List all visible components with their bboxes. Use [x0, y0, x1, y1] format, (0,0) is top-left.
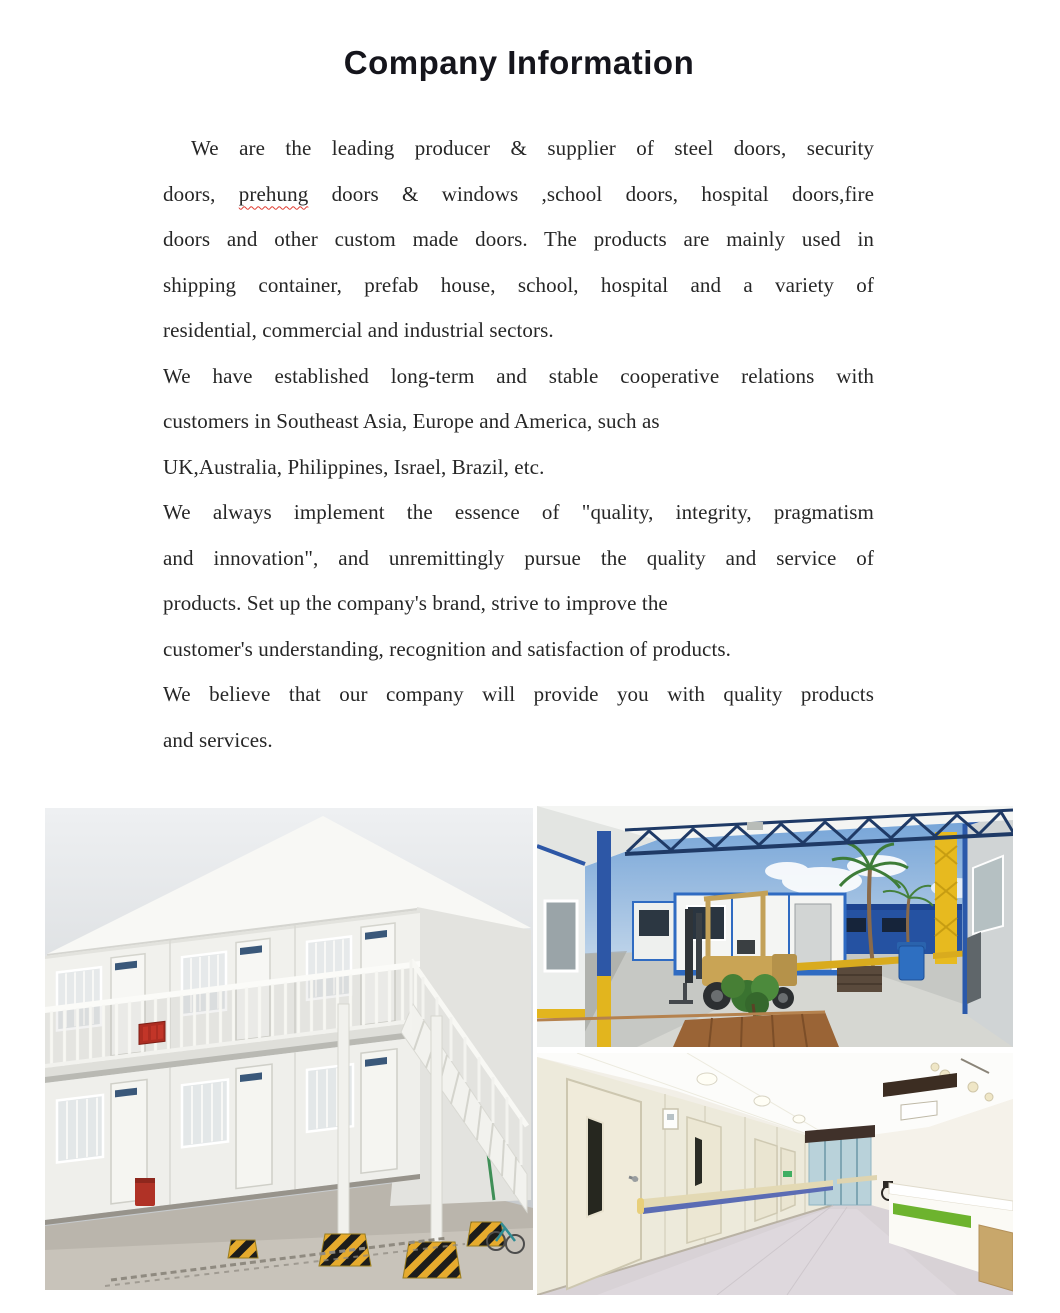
misspelled-word: prehung [238, 181, 309, 206]
text-line: and innovation", and unremittingly pursue the quality and service of [163, 545, 874, 570]
container-house-photo [45, 808, 533, 1290]
page-title: Company Information [343, 44, 695, 81]
text-line: UK,Australia, Philippines, Israel, Brazil, etc. [163, 454, 545, 479]
text-line: shipping container, prefab house, school, hospital and a variety of [163, 272, 874, 297]
text-line: We always implement the essence of "quality, integrity, pragmatism [163, 500, 874, 524]
container-yard-illustration [537, 806, 1013, 1047]
text-line: We believe that our company will provide you with quality products [163, 682, 874, 706]
text-line: customer's understanding, recognition and satisfaction of products. [163, 636, 732, 661]
company-description [163, 126, 874, 763]
container-yard-photo [537, 806, 1013, 1047]
text-line: and services. [163, 727, 273, 752]
text-line: doors and other custom made doors. The products are mainly used in [163, 227, 874, 251]
text-line: customers in Southeast Asia, Europe and America, such as [163, 409, 660, 433]
text-segment: doors, [163, 181, 239, 206]
text-segment: doors & windows ,school doors, hospital doors,fire [308, 181, 874, 206]
text-line: We have established long-term and stable cooperative relations with [163, 363, 874, 388]
container-house-illustration [45, 808, 533, 1290]
hospital-corridor-photo [537, 1053, 1013, 1295]
text-line: residential, commercial and industrial sectors. [163, 318, 554, 342]
hospital-corridor-illustration [537, 1053, 1013, 1295]
text-line: We are the leading producer & supplier of steel doors, security [191, 136, 874, 160]
text-line [163, 172, 874, 218]
text-line: products. Set up the company's brand, strive to improve the [163, 591, 668, 615]
